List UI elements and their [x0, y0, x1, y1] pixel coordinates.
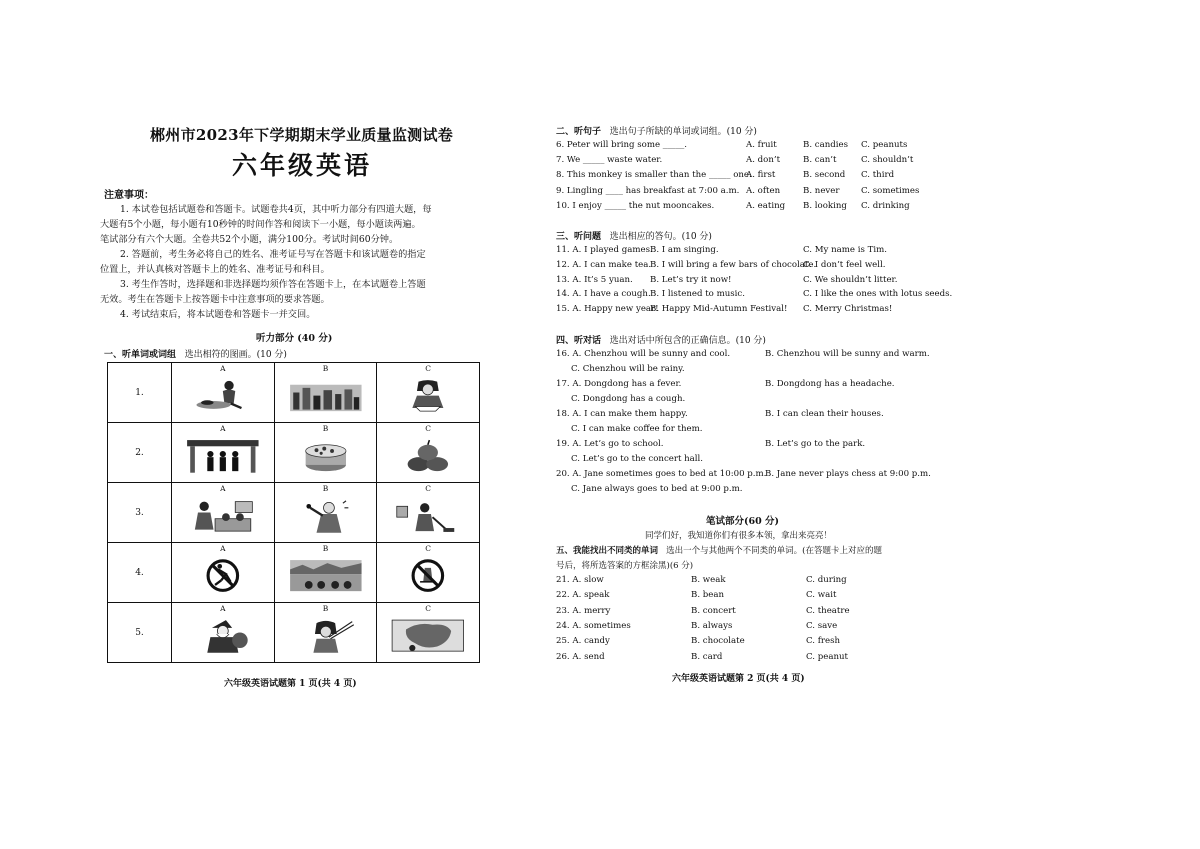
- choice-c: C. theatre: [806, 605, 850, 616]
- choice-b: B. weak: [691, 575, 726, 585]
- choice-c: C. I like the ones with lotus seeds.: [803, 289, 953, 300]
- section3-title: 三、听问题: [556, 232, 602, 242]
- choice-b: B. I can clean their houses.: [765, 409, 884, 419]
- question-text: 6. Peter will bring some _____.: [556, 140, 688, 150]
- exam-page-2: [552, 0, 972, 849]
- choice-c: C. third: [861, 170, 895, 181]
- choice-c: C. during: [806, 575, 847, 585]
- street-cyclists-icon: [287, 553, 365, 599]
- choice-a: 15. A. Happy new year!: [556, 304, 659, 315]
- picture-row: [108, 603, 480, 663]
- section2-instruction: 选出句子所缺的单词或词组。(10 分): [609, 127, 757, 137]
- note-line: 3. 考生作答时，选择题和非选择题均须作答在答题卡上，在本试题卷上答题: [120, 279, 426, 290]
- choice-c: C. shouldn’t: [861, 155, 914, 166]
- section5-instruction: 选出一个与其他两个不同类的单词。(在答题卡上对应的题: [666, 546, 882, 556]
- picture-option-a[interactable]: [172, 543, 275, 603]
- option-letter: A: [220, 544, 226, 553]
- option-letter: B: [322, 544, 329, 553]
- choice-c: C. We shouldn’t litter.: [803, 274, 898, 285]
- picture-option-c[interactable]: [377, 603, 480, 663]
- picture-option-b[interactable]: [274, 483, 377, 543]
- option-letter: C: [425, 364, 432, 373]
- girl-with-chopsticks-icon: [287, 613, 365, 659]
- note-line: 位置上，并认真核对答题卡上的姓名、准考证号和科目。: [100, 264, 330, 275]
- picture-option-a[interactable]: [172, 603, 275, 663]
- choice-c: C. wait: [806, 590, 837, 601]
- section1-instruction: 选出相符的图画。(10 分): [184, 350, 287, 360]
- page2-footer: 六年级英语试题第 2 页(共 4 页): [672, 674, 805, 684]
- choice-a: A. fruit: [746, 140, 777, 150]
- choice-b: B. always: [691, 620, 733, 631]
- option-letter: A: [220, 424, 226, 433]
- picture-question-table: [107, 362, 480, 663]
- people-indoors-icon: [184, 433, 262, 479]
- picture-option-c[interactable]: [377, 363, 480, 423]
- choice-c: C. My name is Tim.: [803, 245, 887, 255]
- picture-option-b[interactable]: [274, 603, 377, 663]
- written-subheader: 同学们好，我知道你们有很多本领，拿出来亮亮！: [645, 531, 833, 541]
- choice-b: B. can’t: [803, 155, 837, 166]
- section5-instruction-cont: 号后，将所选答案的方框涂黑)(6 分): [556, 561, 694, 571]
- option-letter: B: [322, 604, 329, 613]
- china-map-icon: [389, 613, 467, 659]
- choice-b: B. bean: [691, 590, 725, 601]
- choice-b: B. Happy Mid-Autumn Festival!: [650, 304, 788, 315]
- option-letter: B: [322, 424, 329, 433]
- option-letter: C: [425, 484, 432, 493]
- girl-reading-icon: [389, 373, 467, 419]
- choice-c: C. Merry Christmas!: [803, 304, 893, 315]
- note-line: 大题有5个小题，每小题有10秒钟的时间作答和阅读下一小题，每小题读两遍。: [100, 219, 421, 230]
- choice-b: B. candies: [803, 140, 848, 150]
- choice-c: C. Dongdong has a cough.: [571, 394, 686, 404]
- section1-heading: [104, 347, 287, 360]
- choice-c: C. peanuts: [861, 140, 908, 150]
- choice-c: C. drinking: [861, 200, 910, 211]
- picture-option-b[interactable]: [274, 363, 377, 423]
- section4-heading: [556, 333, 766, 346]
- choice-b: B. Chenzhou will be sunny and warm.: [765, 349, 930, 359]
- choice-b: B. chocolate: [691, 636, 745, 647]
- choice-b: B. I am singing.: [650, 245, 719, 255]
- choice-c: C. save: [806, 620, 838, 631]
- girl-cooking-icon: [184, 493, 262, 539]
- choice-a: 12. A. I can make tea.: [556, 259, 652, 270]
- question-number: 1.: [108, 363, 172, 423]
- choice-b: B. concert: [691, 605, 736, 616]
- option-letter: C: [425, 604, 432, 613]
- picture-option-a[interactable]: [172, 483, 275, 543]
- option-letter: C: [425, 544, 432, 553]
- choice-c: C. Chenzhou will be rainy.: [571, 364, 685, 374]
- picture-row: [108, 483, 480, 543]
- choice-a: 23. A. merry: [556, 605, 611, 616]
- question-text: 7. We _____ waste water.: [556, 155, 663, 166]
- choice-a: A. first: [746, 170, 776, 181]
- choice-b: B. looking: [803, 200, 847, 211]
- person-eating-icon: [184, 373, 262, 419]
- choice-a: 13. A. It’s 5 yuan.: [556, 274, 633, 285]
- person-sweeping-icon: [389, 493, 467, 539]
- choice-b: B. card: [691, 651, 723, 662]
- exam-title: 郴州市2023年下学期期末学业质量监测试卷: [150, 126, 454, 144]
- choice-a: 14. A. I have a cough.: [556, 289, 651, 300]
- section4-title: 四、听对话: [556, 336, 602, 346]
- picture-option-b[interactable]: [274, 423, 377, 483]
- choice-a: A. often: [746, 185, 781, 196]
- option-letter: B: [322, 484, 329, 493]
- note-line: 无效。考生在答题卡上按答题卡中注意事项的要求答题。: [100, 294, 330, 305]
- picture-option-b[interactable]: [274, 543, 377, 603]
- choice-a: 22. A. speak: [556, 590, 610, 601]
- choice-c: C. peanut: [806, 651, 848, 662]
- question-number: 5.: [108, 603, 172, 663]
- choice-b: B. second: [803, 170, 846, 181]
- choice-a: 17. A. Dongdong has a fever.: [556, 379, 682, 389]
- note-line: 笔试部分有六个大题。全卷共52个小题，满分100分。考试时间60分钟。: [100, 234, 399, 245]
- cityscape-icon: [287, 373, 365, 419]
- no-running-sign-icon: [184, 553, 262, 599]
- question-text: 9. Lingling ____ has breakfast at 7:00 a.m.: [556, 185, 740, 196]
- picture-row: [108, 423, 480, 483]
- option-letter: A: [220, 604, 226, 613]
- question-number: 3.: [108, 483, 172, 543]
- written-header: 笔试部分(60 分): [706, 516, 780, 527]
- section5-title: 五、我能找出不同类的单词: [556, 546, 659, 556]
- question-number: 2.: [108, 423, 172, 483]
- choice-c: C. sometimes: [861, 185, 920, 196]
- choice-b: B. Let’s try it now!: [650, 274, 732, 285]
- notes-title: 注意事项：: [104, 190, 154, 201]
- choice-b: B. I will bring a few bars of chocolate.: [650, 259, 817, 270]
- choice-a: 19. A. Let’s go to school.: [556, 439, 664, 449]
- subject-title: 六年级英语: [232, 151, 373, 180]
- option-letter: A: [220, 364, 226, 373]
- option-letter: A: [220, 484, 226, 493]
- note-line: 1. 本试卷包括试题卷和答题卡。试题卷共4页，其中听力部分有四道大题，每: [120, 204, 432, 215]
- note-line: 2. 答题前，考生务必将自己的姓名、准考证号写在答题卡和该试题卷的指定: [120, 249, 426, 260]
- page1-footer: 六年级英语试题第 1 页(共 4 页): [224, 679, 357, 689]
- no-littering-sign-icon: [389, 553, 467, 599]
- option-letter: C: [425, 424, 432, 433]
- picture-row: [108, 543, 480, 603]
- fruit-icon: [389, 433, 467, 479]
- section2-title: 二、听句子: [556, 127, 602, 137]
- exam-page-1: [100, 0, 490, 849]
- choice-a: 24. A. sometimes: [556, 620, 631, 631]
- question-text: 10. I enjoy _____ the nut mooncakes.: [556, 200, 715, 211]
- choice-b: B. I listened to music.: [650, 289, 745, 300]
- choice-a: A. don’t: [746, 155, 781, 166]
- note-line: 4. 考试结束后，将本试题卷和答题卡一并交回。: [120, 309, 316, 320]
- section5-heading: [556, 544, 882, 556]
- choice-b: B. Dongdong has a headache.: [765, 379, 895, 389]
- listening-header: 听力部分 (40 分): [256, 333, 333, 344]
- choice-a: 21. A. slow: [556, 575, 604, 585]
- picture-option-a[interactable]: [172, 423, 275, 483]
- section4-instruction: 选出对话中所包含的正确信息。(10 分): [609, 336, 766, 346]
- question-text: 8. This monkey is smaller than the _____ one.: [556, 170, 752, 181]
- mooncake-icon: [287, 433, 365, 479]
- picture-row: [108, 363, 480, 423]
- choice-c: C. Jane always goes to bed at 9:00 p.m.: [571, 484, 743, 494]
- choice-c: C. Let’s go to the concert hall.: [571, 454, 704, 464]
- choice-a: 16. A. Chenzhou will be sunny and cool.: [556, 349, 731, 359]
- choice-a: 25. A. candy: [556, 636, 610, 647]
- choice-a: 20. A. Jane sometimes goes to bed at 10:00 p.m.: [556, 469, 767, 479]
- picture-option-c[interactable]: [377, 423, 480, 483]
- picture-option-c[interactable]: [377, 483, 480, 543]
- picture-option-a[interactable]: [172, 363, 275, 423]
- section1-title: 一、听单词或词组: [104, 350, 177, 360]
- choice-b: B. Let’s go to the park.: [765, 439, 866, 449]
- santa-claus-icon: [184, 613, 262, 659]
- option-letter: B: [322, 364, 329, 373]
- choice-c: C. I can make coffee for them.: [571, 424, 703, 434]
- choice-a: 11. A. I played games.: [556, 245, 653, 255]
- question-number: 4.: [108, 543, 172, 603]
- choice-c: C. fresh: [806, 636, 841, 647]
- choice-c: C. I don’t feel well.: [803, 259, 886, 270]
- choice-a: 26. A. send: [556, 651, 605, 662]
- section3-heading: [556, 229, 712, 242]
- choice-b: B. Jane never plays chess at 9:00 p.m.: [765, 469, 931, 479]
- section2-heading: [556, 124, 757, 137]
- choice-b: B. never: [803, 185, 840, 196]
- choice-a: A. eating: [746, 200, 786, 211]
- choice-a: 18. A. I can make them happy.: [556, 409, 688, 419]
- boy-singing-icon: [287, 493, 365, 539]
- picture-option-c[interactable]: [377, 543, 480, 603]
- section3-instruction: 选出相应的答句。(10 分): [609, 232, 712, 242]
